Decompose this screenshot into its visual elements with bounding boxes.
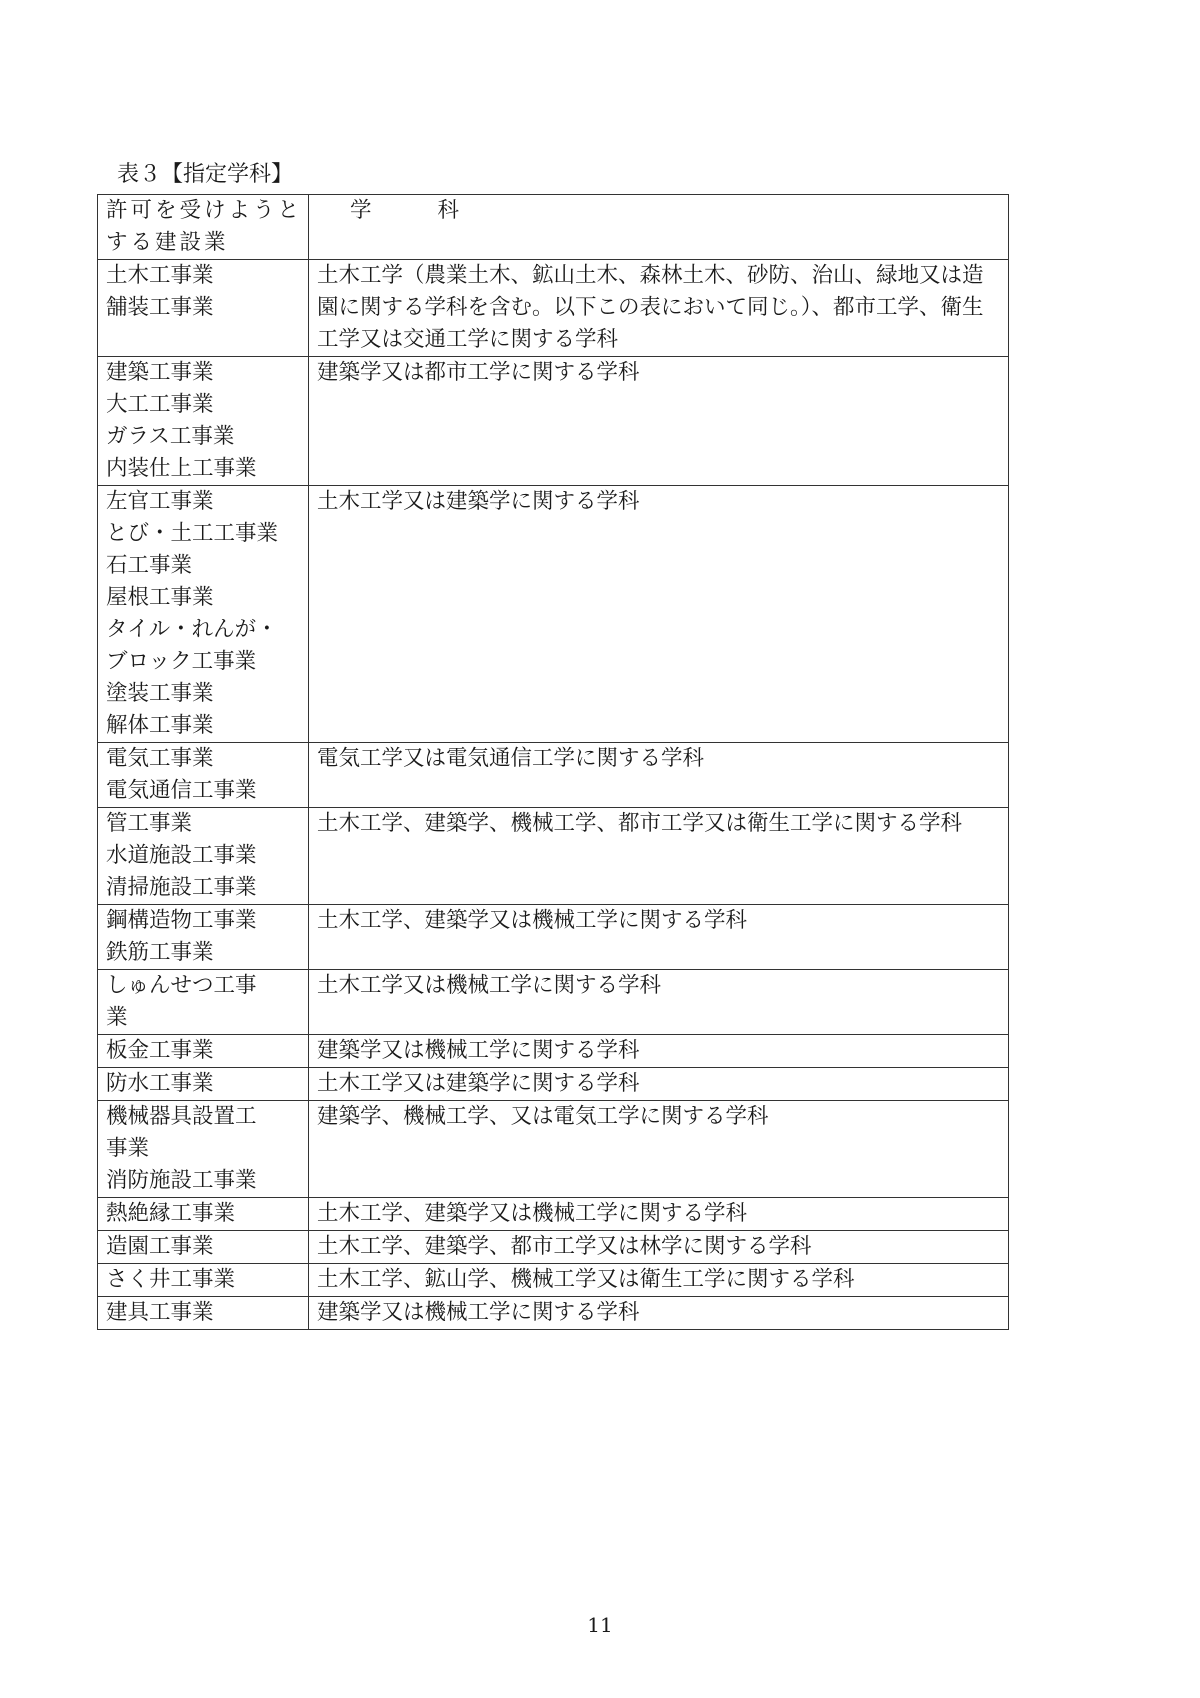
- industry-name: 清掃施設工事業: [106, 875, 257, 900]
- industry-name: 建築工事業: [106, 360, 214, 385]
- subject-cell: [309, 1297, 1009, 1330]
- subject-cell: [309, 357, 1009, 486]
- table-row: [98, 1264, 1009, 1297]
- subject-text: 電気工学又は電気通信工学に関する学科: [317, 746, 705, 771]
- header-industry: 許可を受けようとする建設業: [98, 195, 309, 260]
- industry-name: 管工事業: [106, 811, 193, 836]
- subject-text: 土木工学又は機械工学に関する学科: [317, 973, 662, 998]
- industry-cell: [98, 1101, 309, 1198]
- industry-name: 業: [106, 1005, 128, 1030]
- industry-name: 舗装工事業: [106, 295, 214, 320]
- industry-name: 鉄筋工事業: [106, 940, 214, 965]
- subject-cell: [309, 970, 1009, 1035]
- industry-name: 熱絶縁工事業: [106, 1201, 236, 1226]
- subject-cell: [309, 808, 1009, 905]
- table-row: [98, 1068, 1009, 1101]
- industry-name: 建具工事業: [106, 1300, 214, 1325]
- designated-subjects-table: [97, 194, 1009, 1330]
- table-row: [98, 1297, 1009, 1330]
- table-row: [98, 743, 1009, 808]
- subject-text: 土木工学又は建築学に関する学科: [317, 1071, 640, 1096]
- subject-text: 土木工学、建築学又は機械工学に関する学科: [317, 1201, 748, 1226]
- subject-text: 土木工学又は建築学に関する学科: [317, 489, 640, 514]
- industry-cell: [98, 1264, 309, 1297]
- industry-cell: [98, 970, 309, 1035]
- industry-name: 板金工事業: [106, 1038, 214, 1063]
- industry-cell: [98, 1231, 309, 1264]
- industry-name: 鋼構造物工事業: [106, 908, 257, 933]
- table-row: [98, 1198, 1009, 1231]
- table-caption: 表３【指定学科】: [117, 162, 294, 187]
- industry-name: 内装仕上工事業: [106, 456, 257, 481]
- subject-text: 建築学、機械工学、又は電気工学に関する学科: [317, 1104, 769, 1129]
- table-row: [98, 1035, 1009, 1068]
- subject-cell: [309, 1231, 1009, 1264]
- table-row: [98, 905, 1009, 970]
- industry-name: しゅんせつ工事: [106, 973, 257, 998]
- subject-text: 建築学又は機械工学に関する学科: [317, 1300, 640, 1325]
- subject-text: 建築学又は機械工学に関する学科: [317, 1038, 640, 1063]
- subject-text: 土木工学、建築学、機械工学、都市工学又は衛生工学に関する学科: [317, 811, 963, 836]
- table-row: [98, 486, 1009, 743]
- header-subject-char-1: 学: [350, 198, 372, 223]
- table-row: [98, 1101, 1009, 1198]
- industry-name: 電気通信工事業: [106, 778, 257, 803]
- subject-text: 土木工学、建築学、都市工学又は林学に関する学科: [317, 1234, 812, 1259]
- industry-name: ガラス工事業: [106, 424, 235, 449]
- industry-name: とび・土工工事業: [106, 521, 279, 546]
- table-row: [98, 808, 1009, 905]
- subject-cell: [309, 1068, 1009, 1101]
- industry-name: 左官工事業: [106, 489, 214, 514]
- industry-name: 機械器具設置工: [106, 1104, 257, 1129]
- industry-cell: [98, 808, 309, 905]
- industry-cell: [98, 357, 309, 486]
- table-header-row: [98, 195, 1009, 260]
- subject-cell: [309, 1035, 1009, 1068]
- industry-cell: [98, 260, 309, 357]
- subject-cell: [309, 260, 1009, 357]
- subject-text: 土木工学、鉱山学、機械工学又は衛生工学に関する学科: [317, 1267, 855, 1292]
- industry-name: 電気工事業: [106, 746, 214, 771]
- industry-name: 塗装工事業: [106, 681, 214, 706]
- industry-name: タイル・れんが・: [106, 617, 278, 642]
- industry-name: 大工工事業: [106, 392, 214, 417]
- table-body: [98, 260, 1009, 1330]
- industry-name: 水道施設工事業: [106, 843, 257, 868]
- industry-name: 防水工事業: [106, 1071, 214, 1096]
- industry-cell: [98, 1035, 309, 1068]
- table-row: [98, 1231, 1009, 1264]
- subject-cell: [309, 1264, 1009, 1297]
- industry-name: 石工事業: [106, 553, 193, 578]
- industry-name: さく井工事業: [106, 1267, 236, 1292]
- industry-name: 事業: [106, 1136, 150, 1161]
- table-row: [98, 970, 1009, 1035]
- subject-cell: [309, 743, 1009, 808]
- industry-name: 解体工事業: [106, 713, 214, 738]
- industry-cell: [98, 1297, 309, 1330]
- table-row: [98, 260, 1009, 357]
- industry-cell: [98, 486, 309, 743]
- subject-cell: [309, 486, 1009, 743]
- industry-name: ブロック工事業: [106, 649, 257, 674]
- subject-text: 土木工学（農業土木、鉱山土木、森林土木、砂防、治山、緑地又は造園に関する学科を含む。以下この表において同じ。）、都市工学、衛生工学又は交通工学に関する学科: [317, 263, 984, 352]
- industry-name: 消防施設工事業: [106, 1168, 257, 1193]
- subject-cell: [309, 1198, 1009, 1231]
- subject-text: 土木工学、建築学又は機械工学に関する学科: [317, 908, 748, 933]
- page-number: 11: [587, 1613, 613, 1637]
- industry-cell: [98, 743, 309, 808]
- subject-cell: [309, 1101, 1009, 1198]
- industry-name: 土木工事業: [106, 263, 214, 288]
- header-subject: [309, 195, 1009, 260]
- industry-name: 屋根工事業: [106, 585, 214, 610]
- header-subject-char-2: 科: [437, 198, 460, 223]
- subject-cell: [309, 905, 1009, 970]
- subject-text: 建築学又は都市工学に関する学科: [317, 360, 640, 385]
- industry-cell: [98, 1198, 309, 1231]
- industry-name: 造園工事業: [106, 1234, 214, 1259]
- table-row: [98, 357, 1009, 486]
- industry-cell: [98, 905, 309, 970]
- industry-cell: [98, 1068, 309, 1101]
